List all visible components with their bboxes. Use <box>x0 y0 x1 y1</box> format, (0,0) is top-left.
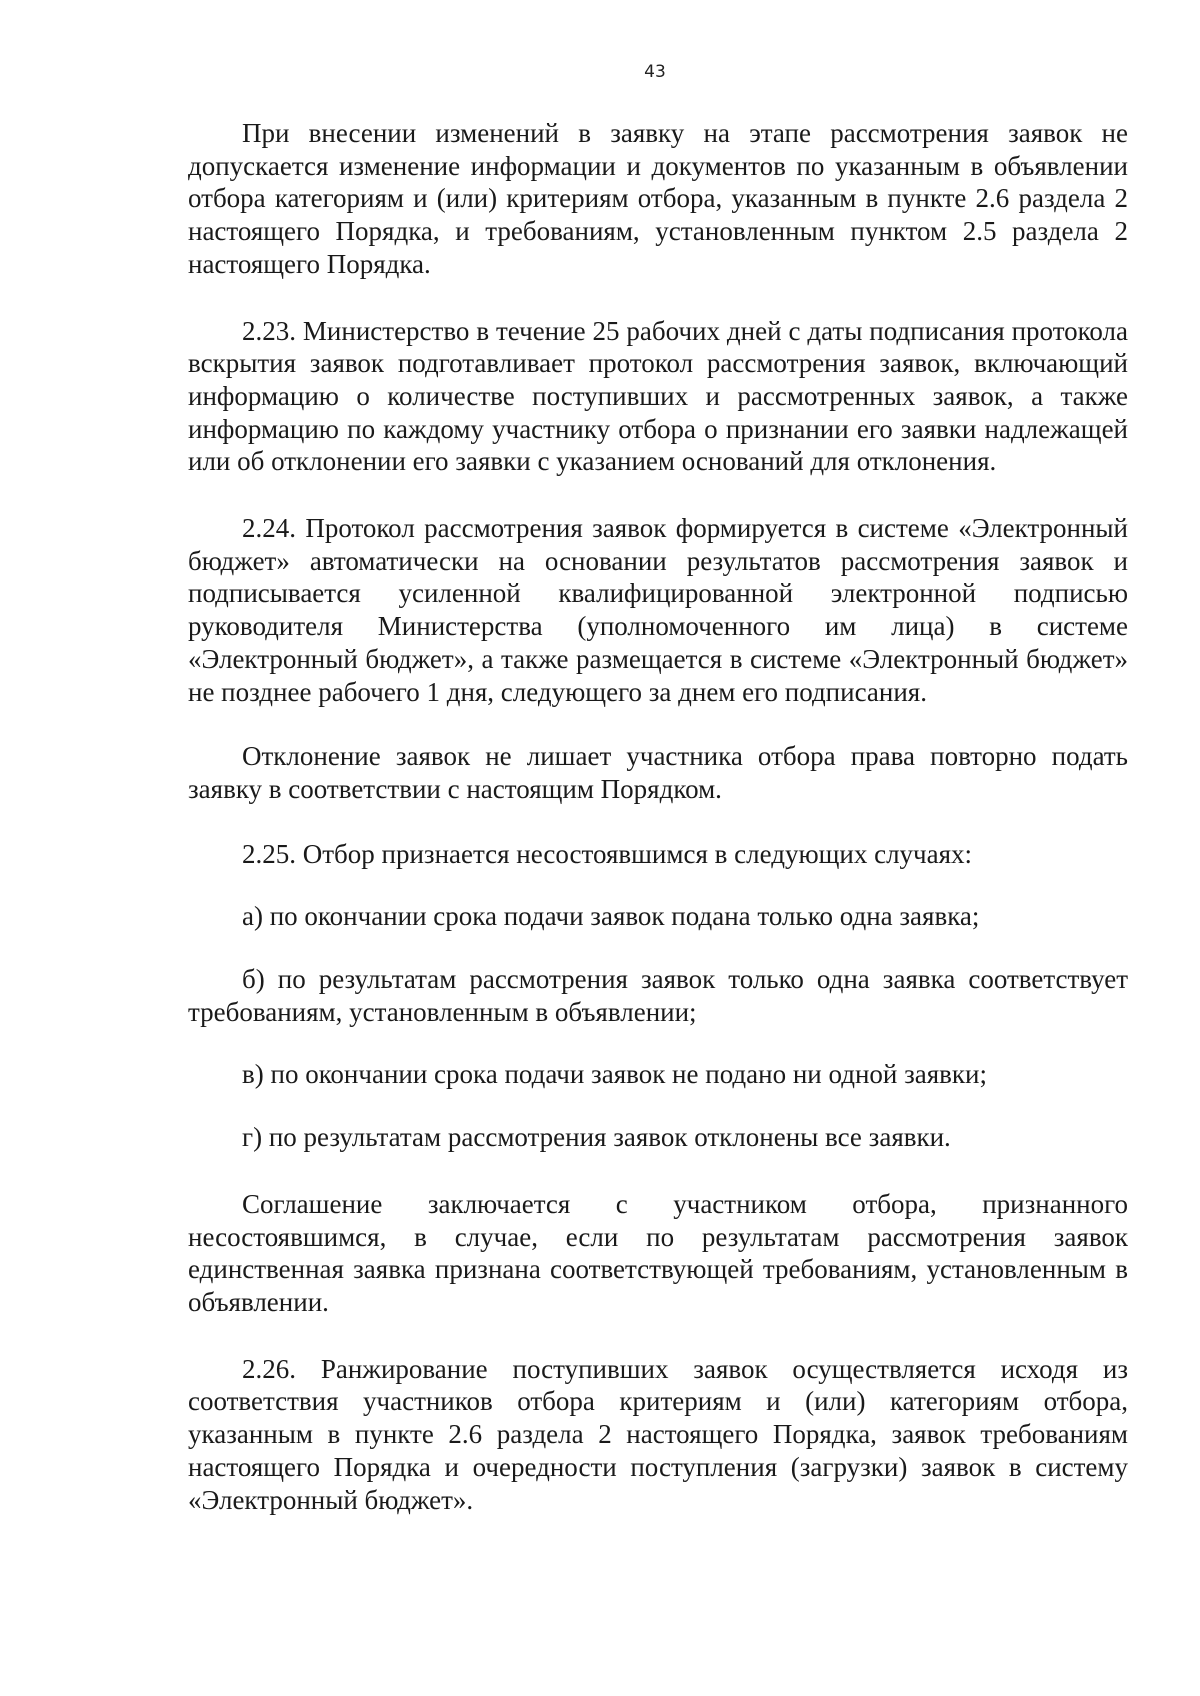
page-number: 43 <box>644 62 666 82</box>
document-body <box>188 117 1128 1516</box>
paragraph-2-23: 2.23. Министерство в течение 25 рабочих дней с даты подписания протокола вскрытия заявок подготавливает протокол рассмотрения заявок, включающий информацию о количестве поступивших и рассмотренных заявок, а также информацию по каждому участнику отбора о признании его заявки надлежащей или об отклонении его заявки с указанием оснований для отклонения. <box>188 315 1128 477</box>
paragraph-agreement: Соглашение заключается с участником отбора, признанного несостоявшимся, в случае, если по результатам рассмотрения заявок единственная заявка признана соответствующей требованиям, установленным в объявлении. <box>188 1188 1128 1317</box>
paragraph-rejection-note: Отклонение заявок не лишает участника отбора права повторно подать заявку в соответствии с настоящим Порядком. <box>188 741 1128 804</box>
list-item-v: в) по окончании срока подачи заявок не подано ни одной заявки; <box>242 1059 987 1090</box>
paragraph-2-25: 2.25. Отбор признается несостоявшимся в следующих случаях: <box>242 838 973 869</box>
list-item-b: б) по результатам рассмотрения заявок только одна заявка соответствует требованиям, установленным в объявлении; <box>188 964 1128 1027</box>
paragraph-2-26: 2.26. Ранжирование поступивших заявок осуществляется исходя из соответствия участников отбора критериям и (или) категориям отбора, указанным в пункте 2.6 раздела 2 настоящего Порядка, заявок требованиям настоящего Порядка и очередности поступления (загрузки) заявок в систему «Электронный бюджет». <box>188 1353 1128 1515</box>
list-item-g: г) по результатам рассмотрения заявок отклонены все заявки. <box>242 1122 951 1153</box>
paragraph-amendment-rules: При внесении изменений в заявку на этапе рассмотрения заявок не допускается изменение информации и документов по указанным в объявлении отбора категориям и (или) критериям отбора, указанным в пункте 2.6 раздела 2 настоящего Порядка, и требованиям, установленным пунктом 2.5 раздела 2 настоящего Порядка. <box>188 118 1128 279</box>
paragraph-2-24: 2.24. Протокол рассмотрения заявок формируется в системе «Электронный бюджет» автоматически на основании результатов рассмотрения заявок и подписывается усиленной квалифицированной электронной подписью руководителя Министерства (уполномоченного им лица) в системе «Электронный бюджет», а также размещается в системе «Электронный бюджет» не позднее рабочего 1 дня, следующего за днем его подписания. <box>188 513 1128 707</box>
list-item-a: а) по окончании срока подачи заявок подана только одна заявка; <box>242 901 980 932</box>
